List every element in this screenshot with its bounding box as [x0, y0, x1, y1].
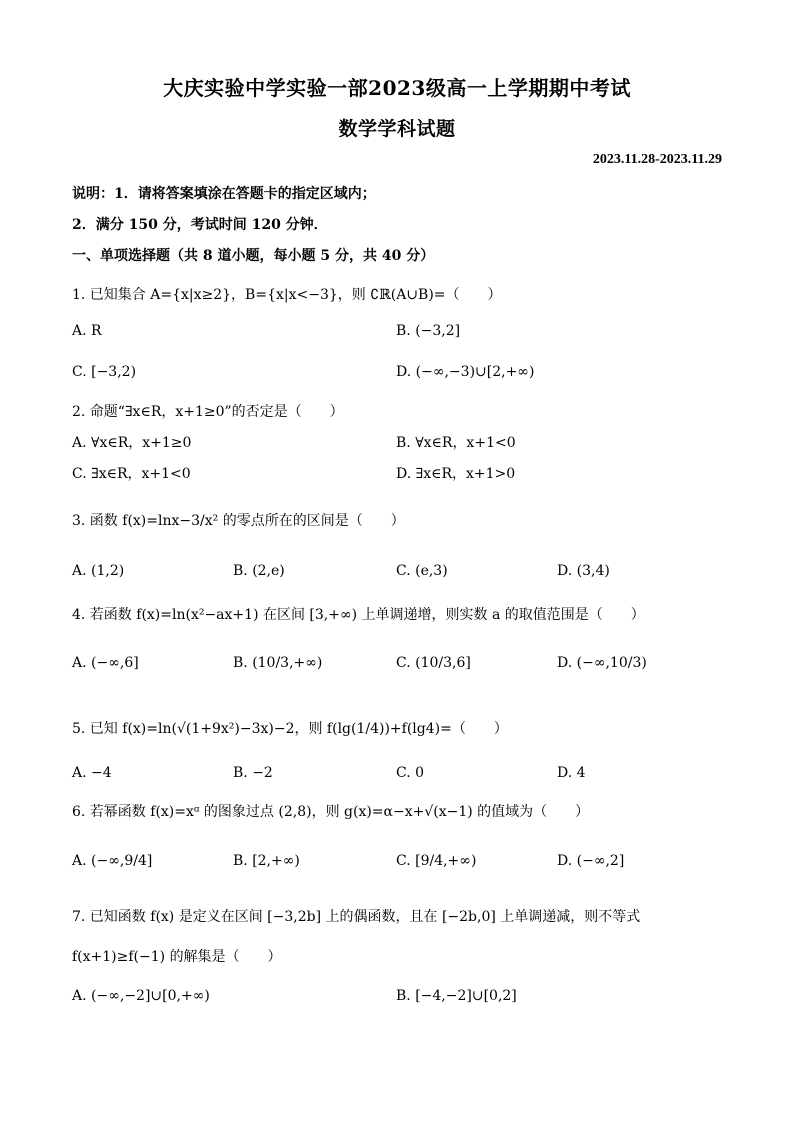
question-5-option-d: D. 4 — [557, 765, 586, 781]
exam-date: 2023.11.28-2023.11.29 — [592, 152, 722, 167]
exam-title: 大庆实验中学实验一部2023级高一上学期期中考试 — [163, 76, 631, 100]
question-3-option-d: D. (3,4) — [557, 563, 610, 579]
question-5-option-a: A. −4 — [72, 765, 112, 781]
question-1-option-a: A. R — [72, 323, 102, 339]
question-2-option-c: C. ∃x∈R，x+1<0 — [72, 466, 191, 482]
question-7-stem: 7. 已知函数 f(x) 是定义在区间 [−3,2b] 上的偶函数，且在 [−2b,0] 上单调递减，则不等式 — [72, 909, 641, 925]
question-4-option-a: A. (−∞,6] — [72, 655, 139, 671]
question-5-stem: 5. 已知 f(x)=ln(√(1+9x²)−3x)−2，则 f(lg(1/4))+f(lg4)=（ ） — [72, 721, 508, 737]
question-6-option-d: D. (−∞,2] — [557, 853, 625, 869]
question-5-option-b: B. −2 — [233, 765, 273, 781]
question-2-option-b: B. ∀x∈R，x+1<0 — [396, 435, 516, 451]
question-3-option-a: A. (1,2) — [72, 563, 125, 579]
question-5-option-c: C. 0 — [396, 765, 425, 781]
question-1-option-d: D. (−∞,−3)∪[2,+∞) — [396, 364, 535, 380]
question-6-stem: 6. 若幂函数 f(x)=xᵅ 的图象过点 (2,8)，则 g(x)=α−x+√(x−1) 的值域为（ ） — [72, 804, 590, 820]
instruction-1: 说明：1．请将答案填涂在答题卡的指定区域内； — [72, 186, 376, 202]
question-4-stem: 4. 若函数 f(x)=ln(x²−ax+1) 在区间 [3,+∞) 上单调递增，则实数 a 的取值范围是（ ） — [72, 607, 645, 623]
question-4-option-c: C. (10/3,6] — [396, 655, 471, 671]
instruction-2: 2．满分 150 分，考试时间 120 分钟． — [72, 217, 328, 233]
question-7-option-b: B. [−4,−2]∪[0,2] — [396, 988, 517, 1004]
section-heading: 一、单项选择题（共 8 道小题，每小题 5 分，共 40 分） — [72, 248, 435, 264]
question-6-option-a: A. (−∞,9/4] — [72, 853, 153, 869]
question-2-stem: 2. 命题“∃x∈R，x+1≥0”的否定是（ ） — [72, 404, 344, 420]
question-7-option-a: A. (−∞,−2]∪[0,+∞) — [72, 988, 210, 1004]
exam-subtitle: 数学学科试题 — [338, 118, 456, 140]
question-7-stem-continued: f(x+1)≥f(−1) 的解集是（ ） — [72, 949, 282, 965]
question-2-option-a: A. ∀x∈R，x+1≥0 — [72, 435, 192, 451]
question-4-option-b: B. (10/3,+∞) — [233, 655, 323, 671]
question-3-option-c: C. (e,3) — [396, 563, 448, 579]
question-1-option-c: C. [−3,2) — [72, 364, 137, 380]
question-2-option-d: D. ∃x∈R，x+1>0 — [396, 466, 516, 482]
question-3-stem: 3. 函数 f(x)=lnx−3/x² 的零点所在的区间是（ ） — [72, 513, 405, 529]
question-1-option-b: B. (−3,2] — [396, 323, 461, 339]
question-6-option-b: B. [2,+∞) — [233, 853, 300, 869]
question-4-option-d: D. (−∞,10/3) — [557, 655, 647, 671]
question-1-stem: 1. 已知集合 A={x|x≥2}，B={x|x<−3}，则 ∁ℝ(A∪B)=（ ） — [72, 287, 502, 303]
question-6-option-c: C. [9/4,+∞) — [396, 853, 477, 869]
question-3-option-b: B. (2,e) — [233, 563, 285, 579]
